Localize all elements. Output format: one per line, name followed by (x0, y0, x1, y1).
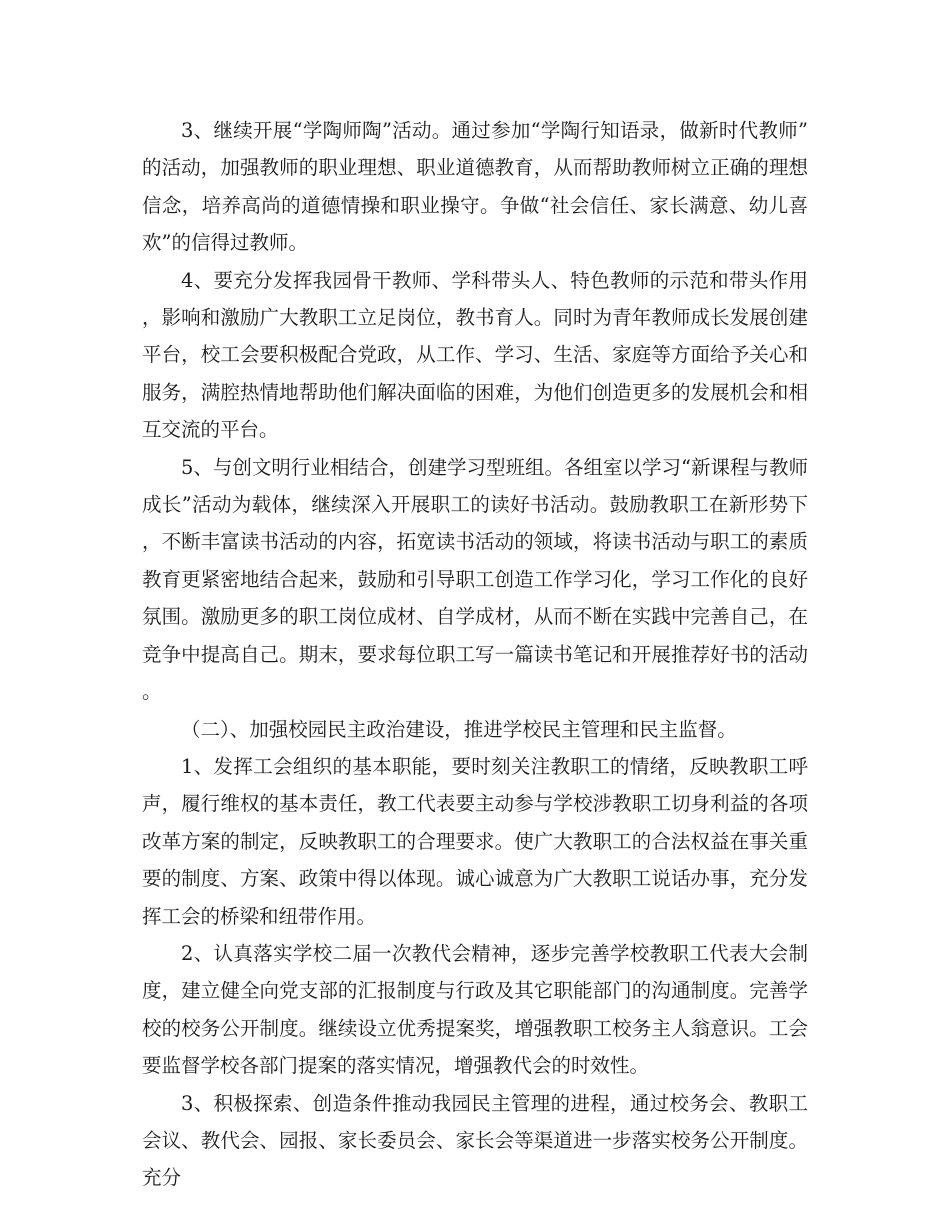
section-heading-democracy: （二）、加强校园民主政治建设，推进学校民主管理和民主监督。 (181, 717, 737, 741)
paragraph-activity-4: 4、要充分发挥我园骨干教师、学科带头人、特色教师的示范和带头作用，影响和激励广大教职工立足岗位，教书育人。同时为青年教师成长发展创建平台，校工会要积极配合党政，从工作、学习、生活、家庭等方面给予关心和服务，满腔热情地帮助他们解决面临的困难，为他们创造更多的发展机会和相互交流的平台。 (142, 268, 808, 442)
paragraph-democracy-2: 2、认真落实学校二届一次教代会精神，逐步完善学校教职工代表大会制度，建立健全向党支部的汇报制度与行政及其它职能部门的沟通制度。完善学校的校务公开制度。继续设立优秀提案奖，增强教职工校务主人翁意识。工会要监督学校各部门提案的落实情况，增强教代会的时效性。 (142, 941, 808, 1078)
paragraph-activity-3: 3、继续开展“学陶师陶”活动。通过参加“学陶行知语录，做新时代教师”的活动，加强教师的职业理想、职业道德教育，从而帮助教师树立正确的理想信念，培养高尚的道德情操和职业操守。争做“社会信任、家长满意、幼儿喜欢”的信得过教师。 (142, 119, 808, 255)
paragraph-activity-5: 5、与创文明行业相结合，创建学习型班组。各组室以学习“新课程与教师成长”活动为载体，继续深入开展职工的读好书活动。鼓励教职工在新形势下，不断丰富读书活动的内容，拓宽读书活动的领域，将读书活动与职工的素质教育更紧密地结合起来，鼓励和引导职工创造工作学习化，学习工作化的良好氛围。激励更多的职工岗位成材、自学成材，从而不断在实践中完善自己，在竞争中提高自己。期末，要求每位职工写一篇读书笔记和开展推荐好书的活动。 (142, 455, 808, 704)
document-body (142, 112, 808, 1197)
paragraph-democracy-1: 1、发挥工会组织的基本职能，要时刻关注教职工的情绪，反映教职工呼声，履行维权的基本责任，教工代表要主动参与学校涉教职工切身利益的各项改革方案的制定，反映教职工的合理要求。使广大教职工的合法权益在事关重要的制度、方案、政策中得以体现。诚心诚意为广大教职工说话办事，充分发挥工会的桥梁和纽带作用。 (142, 754, 808, 928)
paragraph-democracy-3: 3、积极探索、创造条件推动我园民主管理的进程，通过校务会、教职工会议、教代会、园报、家长委员会、家长会等渠道进一步落实校务公开制度。充分 (142, 1091, 808, 1190)
